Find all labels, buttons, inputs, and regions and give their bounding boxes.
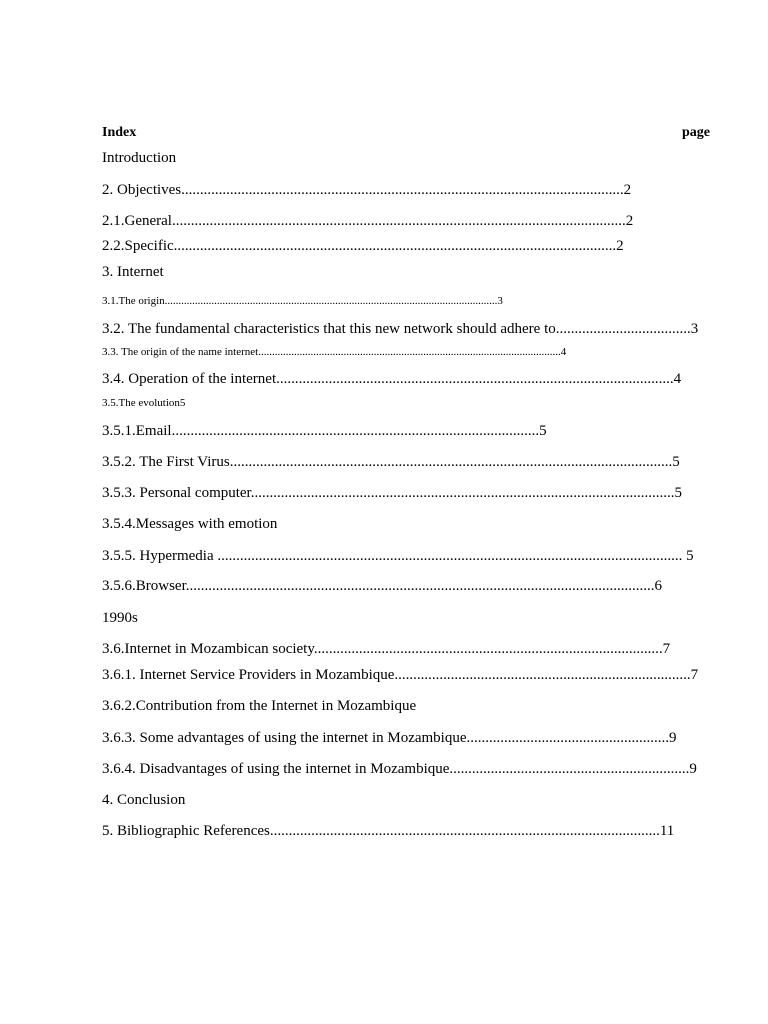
page-column-heading: page [682,125,710,140]
index-heading: Index [102,125,137,140]
toc-entry-references: 5. Bibliographic References........................................................................................................11 [102,823,675,839]
toc-entry-email: 3.5.1.Email..................................................................................................5 [102,423,547,439]
toc-entry-first-virus: 3.5.2. The First Virus......................................................................................................................5 [102,454,680,470]
toc-entry-characteristics: 3.2. The fundamental characteristics that this new network should adhere to....................................3 [102,321,699,337]
toc-entry-conclusion: 4. Conclusion [102,792,186,808]
toc-entry-hypermedia: 3.5.5. Hypermedia ............................................................................................................................ 5 [102,548,694,564]
toc-entry-specific: 2.2.Specific......................................................................................................................2 [102,238,624,254]
toc-entry-evolution: 3.5.The evolution5 [102,397,186,409]
toc-entry-origin: 3.1.The origin.........................................................................................................................3 [102,295,503,307]
toc-entry-browser: 3.5.6.Browser.............................................................................................................................6 [102,578,662,594]
toc-entry-isp: 3.6.1. Internet Service Providers in Mozambique...............................................................................7 [102,667,699,683]
toc-entry-objectives: 2. Objectives......................................................................................................................2 [102,182,632,198]
toc-entry-disadvantages: 3.6.4. Disadvantages of using the internet in Mozambique................................................................9 [102,761,697,777]
toc-entry-internet: 3. Internet [102,264,164,280]
toc-entry-contribution: 3.6.2.Contribution from the Internet in Mozambique [102,698,417,714]
toc-entry-1990s: 1990s [102,610,138,626]
toc-entry-advantages: 3.6.3. Some advantages of using the internet in Mozambique......................................................9 [102,730,677,746]
toc-entry-mozambican-society: 3.6.Internet in Mozambican society.............................................................................................7 [102,641,671,657]
toc-entry-name-origin: 3.3. The origin of the name internet..............................................................................................................4 [102,346,567,358]
toc-entry-introduction: Introduction [102,150,177,166]
toc-entry-messages: 3.5.4.Messages with emotion [102,516,278,532]
toc-entry-personal-computer: 3.5.3. Personal computer.................................................................................................................5 [102,485,682,501]
toc-entry-general: 2.1.General.........................................................................................................................2 [102,213,634,229]
toc-entry-operation: 3.4. Operation of the internet..........................................................................................................4 [102,371,682,387]
